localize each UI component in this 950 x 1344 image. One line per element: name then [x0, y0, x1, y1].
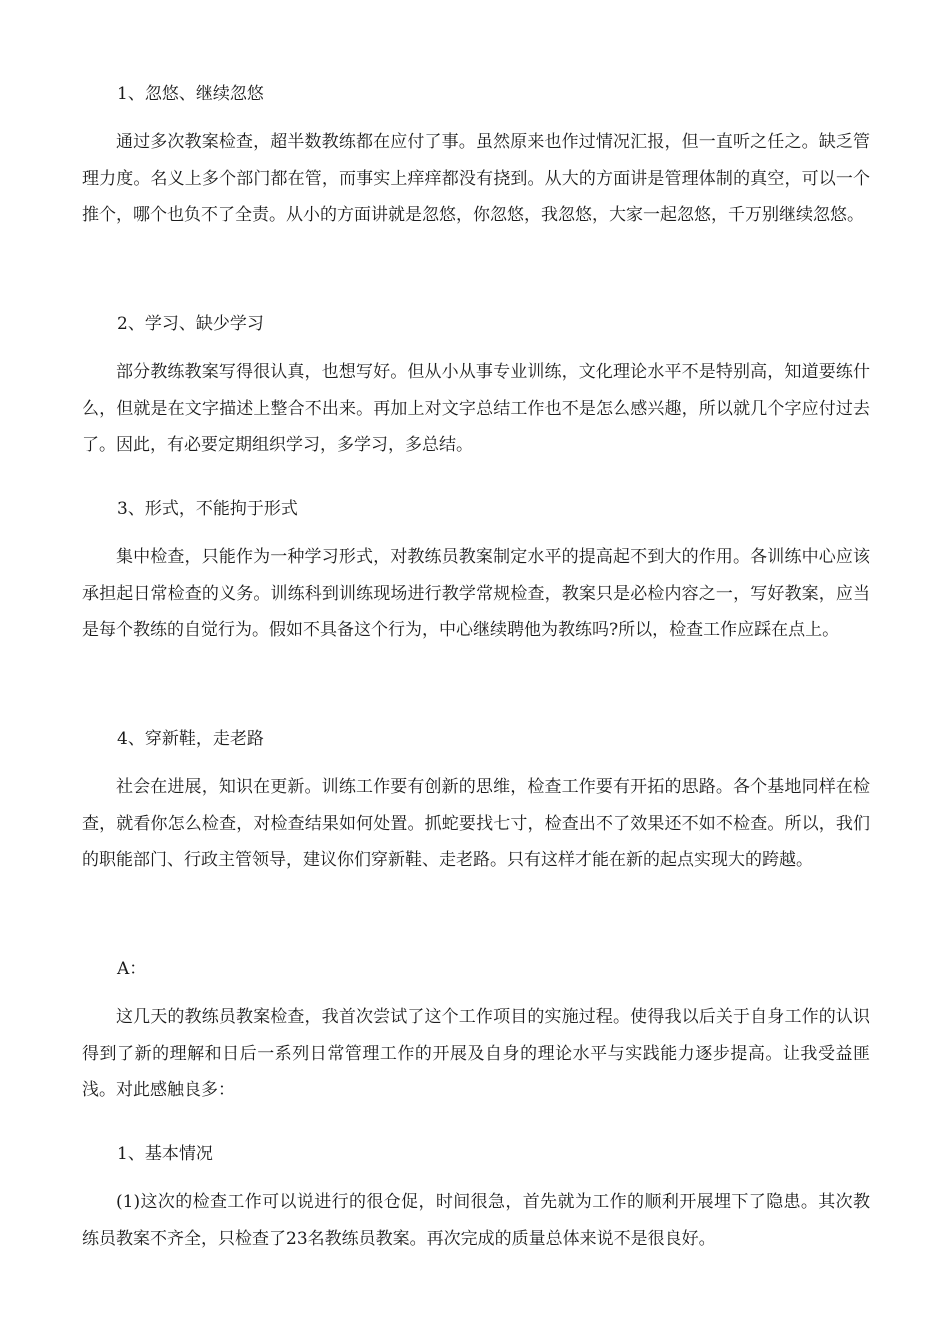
section-heading: 1、忽悠、继续忽悠 [117, 84, 264, 104]
section-heading: 3、形式，不能拘于形式 [117, 499, 298, 519]
section-paragraph: 集中检查，只能作为一种学习形式，对教练员教案制定水平的提高起不到大的作用。各训练中心应该承担起日常检查的义务。训练科到训练现场进行教学常规检查，教案只是必检内容之一，写好教案，应当是每个教练的自觉行为。假如不具备这个行为，中心继续聘他为教练吗?所以，检查工作应踩在点上。 [82, 547, 870, 640]
section-paragraph: 通过多次教案检查，超半数教练都在应付了事。虽然原来也作过情况汇报，但一直听之任之。缺乏管理力度。名义上多个部门都在管，而事实上痒痒都没有挠到。从大的方面讲是管理体制的真空，可以一个推个，哪个也负不了全责。从小的方面讲就是忽悠，你忽悠，我忽悠，大家一起忽悠，千万别继续忽悠。 [82, 132, 870, 225]
section-paragraph: 这几天的教练员教案检查，我首次尝试了这个工作项目的实施过程。使得我以后关于自身工作的认识得到了新的理解和日后一系列日常管理工作的开展及自身的理论水平与实践能力逐步提高。让我受益匪浅。对此感触良多： [82, 1007, 870, 1100]
section-paragraph: (1)这次的检查工作可以说进行的很仓促，时间很急，首先就为工作的顺利开展埋下了隐患。其次教练员教案不齐全，只检查了23名教练员教案。再次完成的质量总体来说不是很良好。 [82, 1192, 870, 1249]
section-heading: 1、基本情况 [117, 1144, 213, 1164]
section-heading: A： [117, 959, 147, 979]
section-paragraph: 部分教练教案写得很认真，也想写好。但从小从事专业训练，文化理论水平不是特别高，知道要练什么，但就是在文字描述上整合不出来。再加上对文字总结工作也不是怎么感兴趣，所以就几个字应付过去了。因此，有必要定期组织学习，多学习，多总结。 [82, 362, 870, 455]
section-paragraph: 社会在进展，知识在更新。训练工作要有创新的思维，检查工作要有开拓的思路。各个基地同样在检查，就看你怎么检查，对检查结果如何处置。抓蛇要找七寸，检查出不了效果还不如不检查。所以，我们的职能部门、行政主管领导，建议你们穿新鞋、走老路。只有这样才能在新的起点实现大的跨越。 [82, 777, 870, 870]
section-heading: 2、学习、缺少学习 [117, 314, 264, 334]
section-heading: 4、穿新鞋，走老路 [117, 729, 264, 749]
